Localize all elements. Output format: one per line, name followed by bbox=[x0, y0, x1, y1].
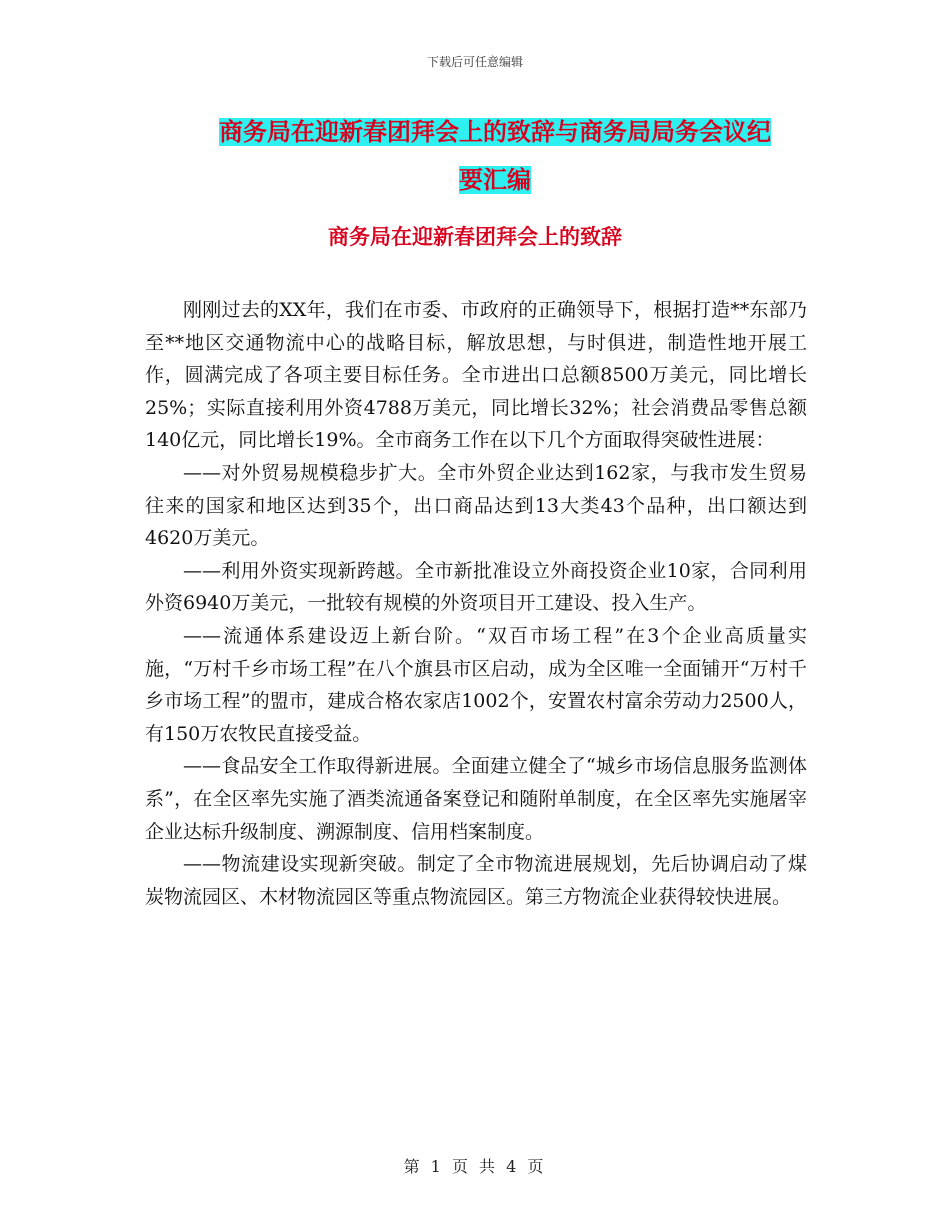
body-text bbox=[145, 294, 807, 913]
paragraph: ——食品安全工作取得新进展。全面建立健全了“城乡市场信息服务监测体系”，在全区率先实施了酒类流通备案登记和随附单制度，在全区率先实施屠宰企业达标升级制度、溯源制度、信用档案制度。 bbox=[145, 755, 807, 843]
document-title bbox=[145, 108, 845, 204]
paragraph: ——物流建设实现新突破。制定了全市物流进展规划，先后协调启动了煤炭物流园区、木材物流园区等重点物流园区。第三方物流企业获得较快进展。 bbox=[145, 853, 807, 908]
paragraph: ——利用外资实现新跨越。全市新批准设立外商投资企业10家，合同利用外资6940万美元，一批较有规模的外资项目开工建设、投入生产。 bbox=[145, 559, 807, 615]
paragraph: 刚刚过去的XX年，我们在市委、市政府的正确领导下，根据打造**东部乃至**地区交通物流中心的战略目标，解放思想，与时俱进，制造性地开展工作，圆满完成了各项主要目标任务。全市进出口总额8500万美元，同比增长25%；实际直接利用外资4788万美元，同比增长32%；社会消费品零售总额140亿元，同比增长19%。全市商务工作在以下几个方面取得突破性进展： bbox=[145, 299, 807, 452]
page-number: 第 1 页 共 4 页 bbox=[403, 1157, 547, 1176]
header-note: 下载后可任意编辑 bbox=[426, 55, 523, 69]
section-title: 商务局在迎新春团拜会上的致辞 bbox=[328, 225, 622, 249]
paragraph: ——对外贸易规模稳步扩大。全市外贸企业达到162家，与我市发生贸易往来的国家和地区达到35个，出口商品达到13大类43个品种，出口额达到4620万美元。 bbox=[145, 461, 807, 550]
paragraph: ——流通体系建设迈上新台阶。“双百市场工程”在3个企业高质量实施，“万村千乡市场工程”在八个旗县市区启动，成为全区唯一全面铺开“万村千乡市场工程”的盟市，建成合格农家店1002个，安置农村富余劳动力2500人，有150万农牧民直接受益。 bbox=[145, 624, 807, 745]
document-title-line-1: 商务局在迎新春团拜会上的致辞与商务局局务会议纪 bbox=[219, 118, 771, 146]
document-title-line-2: 要汇编 bbox=[459, 166, 531, 194]
